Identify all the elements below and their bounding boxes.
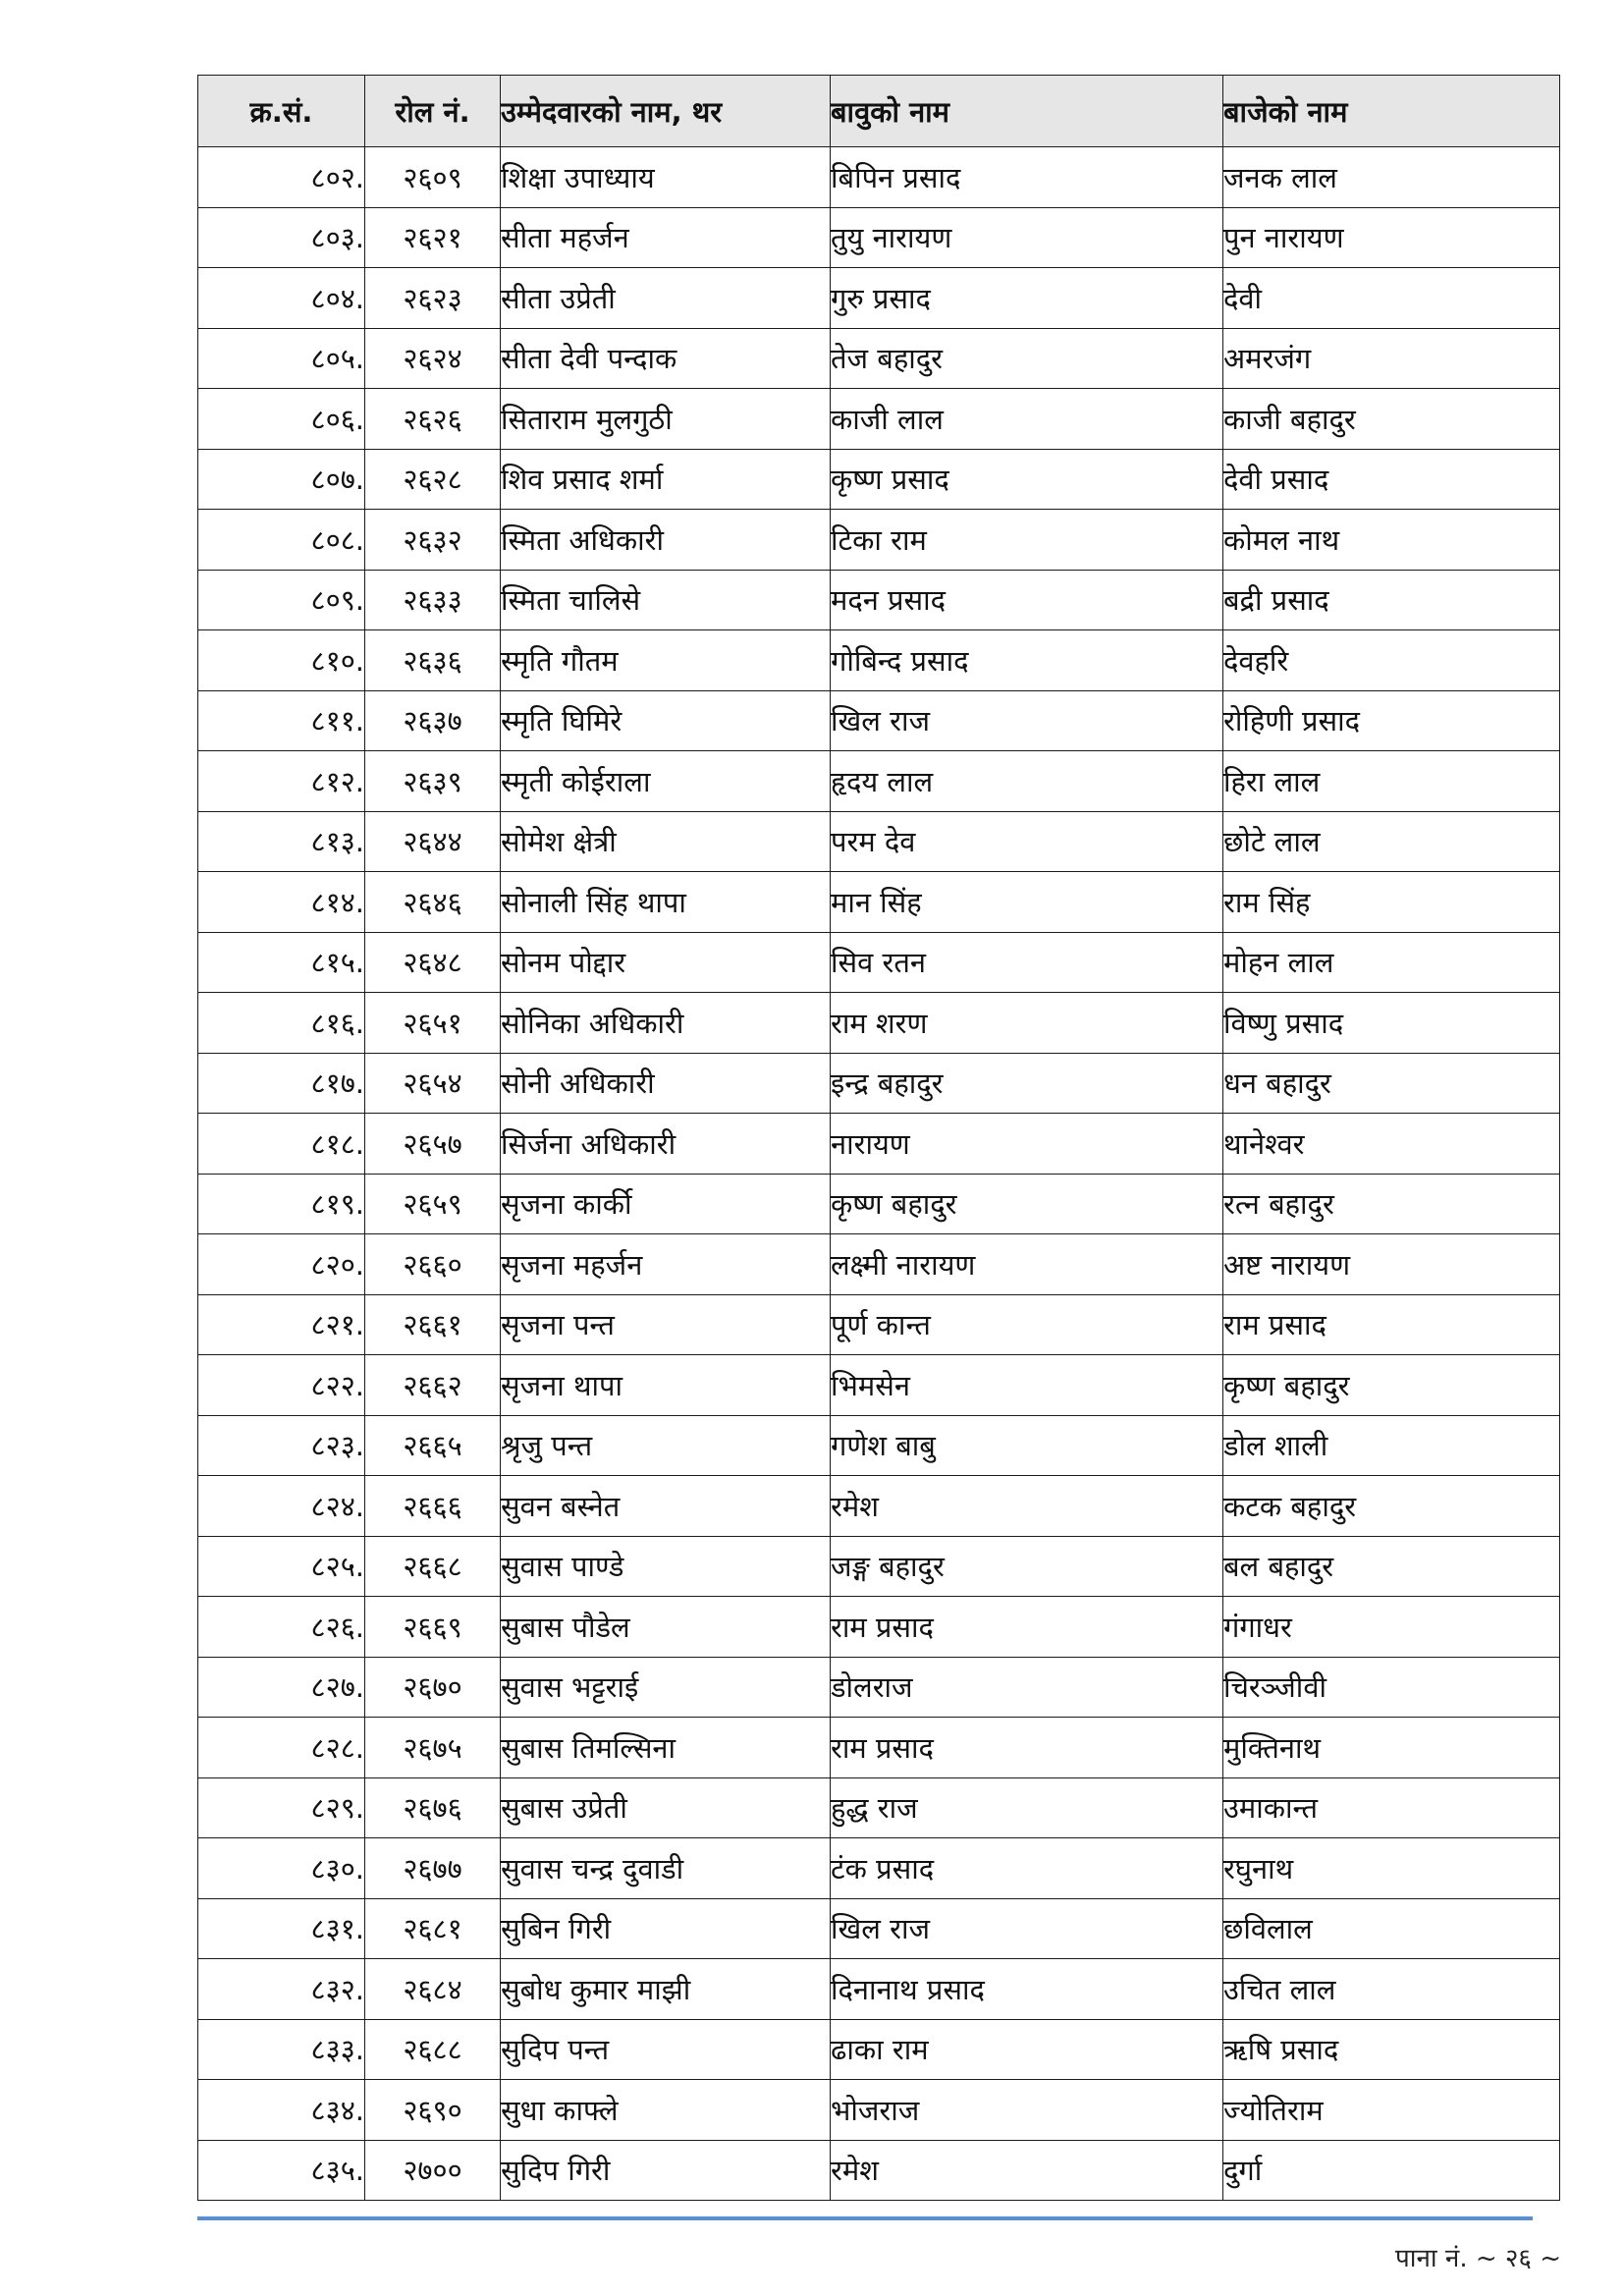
candidate-name-cell: सीता उप्रेती — [501, 268, 831, 329]
roll-cell: २६३३ — [365, 570, 501, 630]
table-row — [198, 1415, 1560, 1476]
candidate-name-cell: सोनाली सिंह थापा — [501, 872, 831, 933]
candidate-name-cell: स्मिता अधिकारी — [501, 510, 831, 571]
roll-cell: २६५९ — [365, 1174, 501, 1234]
candidate-name-cell: सृजना थापा — [501, 1355, 831, 1416]
table-row — [198, 449, 1560, 510]
grandfather-name-cell: हिरा लाल — [1223, 751, 1560, 812]
grandfather-name-cell: थानेश्वर — [1223, 1114, 1560, 1175]
father-name-cell: रमेश — [831, 2140, 1223, 2201]
father-name-cell: गुरु प्रसाद — [831, 268, 1223, 329]
candidate-name-cell: सोनिका अधिकारी — [501, 993, 831, 1054]
grandfather-name-cell: रघुनाथ — [1223, 1838, 1560, 1899]
table-row — [198, 690, 1560, 751]
table-row — [198, 1234, 1560, 1295]
grandfather-name-cell: ऋषि प्रसाद — [1223, 2019, 1560, 2080]
table-row — [198, 1174, 1560, 1234]
serial-cell: ८१२. — [198, 751, 365, 812]
father-name-cell: टंक प्रसाद — [831, 1838, 1223, 1899]
grandfather-name-cell: मुक्तिनाथ — [1223, 1718, 1560, 1778]
grandfather-name-cell: दुर्गा — [1223, 2140, 1560, 2201]
candidate-name-cell: सुधा काफ्ले — [501, 2080, 831, 2141]
candidate-name-cell: सुबिन गिरी — [501, 1898, 831, 1959]
table-row — [198, 1959, 1560, 2020]
father-name-cell: सिव रतन — [831, 932, 1223, 993]
header-candidate-name: उम्मेदवारको नाम, थर — [501, 76, 831, 147]
table-row — [198, 751, 1560, 812]
table-row — [198, 1294, 1560, 1355]
father-name-cell: मान सिंह — [831, 872, 1223, 933]
serial-cell: ८०३. — [198, 207, 365, 268]
grandfather-name-cell: मोहन लाल — [1223, 932, 1560, 993]
father-name-cell: खिल राज — [831, 690, 1223, 751]
candidate-name-cell: सुवास पाण्डे — [501, 1536, 831, 1597]
grandfather-name-cell: डोल शाली — [1223, 1415, 1560, 1476]
serial-cell: ८३१. — [198, 1898, 365, 1959]
candidate-name-cell: शिक्षा उपाध्याय — [501, 147, 831, 208]
candidate-name-cell: स्मृति गौतम — [501, 630, 831, 691]
roll-cell: २६६० — [365, 1234, 501, 1295]
candidate-name-cell: सुबोध कुमार माझी — [501, 1959, 831, 2020]
candidate-name-cell: सीता महर्जन — [501, 207, 831, 268]
candidate-name-cell: सुवास भट्टराई — [501, 1657, 831, 1718]
candidate-name-cell: सुबास पौडेल — [501, 1597, 831, 1658]
roll-cell: २६२४ — [365, 328, 501, 389]
serial-cell: ८१०. — [198, 630, 365, 691]
table-row — [198, 1898, 1560, 1959]
grandfather-name-cell: राम सिंह — [1223, 872, 1560, 933]
grandfather-name-cell: अमरजंग — [1223, 328, 1560, 389]
serial-cell: ८२१. — [198, 1294, 365, 1355]
roll-cell: २६६१ — [365, 1294, 501, 1355]
serial-cell: ८२०. — [198, 1234, 365, 1295]
father-name-cell: तुयु नारायण — [831, 207, 1223, 268]
father-name-cell: कृष्ण बहादुर — [831, 1174, 1223, 1234]
father-name-cell: डोलराज — [831, 1657, 1223, 1718]
serial-cell: ८३४. — [198, 2080, 365, 2141]
serial-cell: ८३५. — [198, 2140, 365, 2201]
candidate-name-cell: सोनम पोद्दार — [501, 932, 831, 993]
serial-cell: ८०९. — [198, 570, 365, 630]
candidate-name-cell: सीता देवी पन्दाक — [501, 328, 831, 389]
table-body — [198, 147, 1560, 2201]
roll-cell: २६४६ — [365, 872, 501, 933]
table-row — [198, 570, 1560, 630]
serial-cell: ८१७. — [198, 1053, 365, 1114]
serial-cell: ८१३. — [198, 811, 365, 872]
serial-cell: ८०७. — [198, 449, 365, 510]
father-name-cell: काजी लाल — [831, 389, 1223, 450]
grandfather-name-cell: रत्न बहादुर — [1223, 1174, 1560, 1234]
serial-cell: ८३०. — [198, 1838, 365, 1899]
father-name-cell: राम प्रसाद — [831, 1718, 1223, 1778]
grandfather-name-cell: कृष्ण बहादुर — [1223, 1355, 1560, 1416]
serial-cell: ८११. — [198, 690, 365, 751]
roll-cell: २६३६ — [365, 630, 501, 691]
roll-cell: २६४४ — [365, 811, 501, 872]
father-name-cell: गणेश बाबु — [831, 1415, 1223, 1476]
roll-cell: २६३७ — [365, 690, 501, 751]
table-row — [198, 932, 1560, 993]
serial-cell: ८१४. — [198, 872, 365, 933]
candidate-name-cell: सोनी अधिकारी — [501, 1053, 831, 1114]
candidate-name-cell: सिर्जना अधिकारी — [501, 1114, 831, 1175]
roll-cell: २६५१ — [365, 993, 501, 1054]
father-name-cell: परम देव — [831, 811, 1223, 872]
candidate-name-cell: सुबास तिमल्सिना — [501, 1718, 831, 1778]
grandfather-name-cell: छोटे लाल — [1223, 811, 1560, 872]
father-name-cell: नारायण — [831, 1114, 1223, 1175]
roll-cell: २६४८ — [365, 932, 501, 993]
roll-cell: २६९० — [365, 2080, 501, 2141]
table-row — [198, 1355, 1560, 1416]
roll-cell: २६६९ — [365, 1597, 501, 1658]
father-name-cell: बिपिन प्रसाद — [831, 147, 1223, 208]
table-row — [198, 811, 1560, 872]
table-row — [198, 2019, 1560, 2080]
father-name-cell: हृदय लाल — [831, 751, 1223, 812]
grandfather-name-cell: काजी बहादुर — [1223, 389, 1560, 450]
grandfather-name-cell: पुन नारायण — [1223, 207, 1560, 268]
grandfather-name-cell: गंगाधर — [1223, 1597, 1560, 1658]
serial-cell: ८२५. — [198, 1536, 365, 1597]
roll-cell: २६७५ — [365, 1718, 501, 1778]
grandfather-name-cell: अष्ट नारायण — [1223, 1234, 1560, 1295]
table-row — [198, 1476, 1560, 1537]
father-name-cell: पूर्ण कान्त — [831, 1294, 1223, 1355]
father-name-cell: राम प्रसाद — [831, 1597, 1223, 1658]
serial-cell: ८२६. — [198, 1597, 365, 1658]
serial-cell: ८१६. — [198, 993, 365, 1054]
grandfather-name-cell: जनक लाल — [1223, 147, 1560, 208]
serial-cell: ८१८. — [198, 1114, 365, 1175]
candidate-name-cell: स्मिता चालिसे — [501, 570, 831, 630]
header-serial: क्र.सं. — [198, 76, 365, 147]
grandfather-name-cell: रोहिणी प्रसाद — [1223, 690, 1560, 751]
grandfather-name-cell: विष्णु प्रसाद — [1223, 993, 1560, 1054]
table-row — [198, 147, 1560, 208]
grandfather-name-cell: ज्योतिराम — [1223, 2080, 1560, 2141]
table-row — [198, 2140, 1560, 2201]
candidate-name-cell: सृजना पन्त — [501, 1294, 831, 1355]
candidate-name-cell: सृजना कार्की — [501, 1174, 831, 1234]
roll-cell: २६५४ — [365, 1053, 501, 1114]
table-row — [198, 510, 1560, 571]
candidate-name-cell: स्मृती कोईराला — [501, 751, 831, 812]
roll-cell: २६६८ — [365, 1536, 501, 1597]
table-row — [198, 993, 1560, 1054]
father-name-cell: ढाका राम — [831, 2019, 1223, 2080]
roll-cell: २६३२ — [365, 510, 501, 571]
candidate-name-cell: सिताराम मुलगुठी — [501, 389, 831, 450]
roll-cell: २६७७ — [365, 1838, 501, 1899]
serial-cell: ८२३. — [198, 1415, 365, 1476]
table-row — [198, 1718, 1560, 1778]
roll-cell: २६०९ — [365, 147, 501, 208]
table-row — [198, 207, 1560, 268]
serial-cell: ८३३. — [198, 2019, 365, 2080]
grandfather-name-cell: देवी — [1223, 268, 1560, 329]
roll-cell: २६६५ — [365, 1415, 501, 1476]
serial-cell: ८२७. — [198, 1657, 365, 1718]
grandfather-name-cell: राम प्रसाद — [1223, 1294, 1560, 1355]
father-name-cell: भिमसेन — [831, 1355, 1223, 1416]
father-name-cell: रमेश — [831, 1476, 1223, 1537]
table-row — [198, 872, 1560, 933]
father-name-cell: इन्द्र बहादुर — [831, 1053, 1223, 1114]
table-row — [198, 1838, 1560, 1899]
footer-rule — [197, 2216, 1533, 2220]
serial-cell: ८३२. — [198, 1959, 365, 2020]
table-row — [198, 1657, 1560, 1718]
candidate-name-cell: सुदिप गिरी — [501, 2140, 831, 2201]
father-name-cell: कृष्ण प्रसाद — [831, 449, 1223, 510]
serial-cell: ८०२. — [198, 147, 365, 208]
serial-cell: ८२९. — [198, 1777, 365, 1838]
grandfather-name-cell: छविलाल — [1223, 1898, 1560, 1959]
father-name-cell: जङ्ग बहादुर — [831, 1536, 1223, 1597]
candidate-name-cell: सृजना महर्जन — [501, 1234, 831, 1295]
table-row — [198, 630, 1560, 691]
serial-cell: ८२८. — [198, 1718, 365, 1778]
results-table — [197, 75, 1560, 2201]
grandfather-name-cell: बल बहादुर — [1223, 1536, 1560, 1597]
candidate-name-cell: सुदिप पन्त — [501, 2019, 831, 2080]
serial-cell: ८१९. — [198, 1174, 365, 1234]
roll-cell: २६८८ — [365, 2019, 501, 2080]
candidate-name-cell: स्मृति घिमिरे — [501, 690, 831, 751]
header-grandfather-name: बाजेको नाम — [1223, 76, 1560, 147]
serial-cell: ८१५. — [198, 932, 365, 993]
father-name-cell: दिनानाथ प्रसाद — [831, 1959, 1223, 2020]
candidate-name-cell: सोमेश क्षेत्री — [501, 811, 831, 872]
roll-cell: २६५७ — [365, 1114, 501, 1175]
roll-cell: २६७० — [365, 1657, 501, 1718]
serial-cell: ८०५. — [198, 328, 365, 389]
roll-cell: २६२३ — [365, 268, 501, 329]
serial-cell: ८०४. — [198, 268, 365, 329]
father-name-cell: लक्ष्मी नारायण — [831, 1234, 1223, 1295]
roll-cell: २६८१ — [365, 1898, 501, 1959]
grandfather-name-cell: कोमल नाथ — [1223, 510, 1560, 571]
grandfather-name-cell: देवी प्रसाद — [1223, 449, 1560, 510]
roll-cell: २६६२ — [365, 1355, 501, 1416]
candidate-name-cell: सुबास उप्रेती — [501, 1777, 831, 1838]
header-father-name: बावुको नाम — [831, 76, 1223, 147]
father-name-cell: तेज बहादुर — [831, 328, 1223, 389]
father-name-cell: टिका राम — [831, 510, 1223, 571]
serial-cell: ८२४. — [198, 1476, 365, 1537]
table-header-row — [198, 76, 1560, 147]
table-row — [198, 1536, 1560, 1597]
father-name-cell: खिल राज — [831, 1898, 1223, 1959]
father-name-cell: भोजराज — [831, 2080, 1223, 2141]
grandfather-name-cell: कटक बहादुर — [1223, 1476, 1560, 1537]
table-row — [198, 1114, 1560, 1175]
table-row — [198, 1597, 1560, 1658]
grandfather-name-cell: धन बहादुर — [1223, 1053, 1560, 1114]
grandfather-name-cell: देवहरि — [1223, 630, 1560, 691]
serial-cell: ८२२. — [198, 1355, 365, 1416]
father-name-cell: गोबिन्द प्रसाद — [831, 630, 1223, 691]
table-row — [198, 2080, 1560, 2141]
candidate-name-cell: सुवास चन्द्र दुवाडी — [501, 1838, 831, 1899]
table-row — [198, 389, 1560, 450]
candidate-name-cell: शिव प्रसाद शर्मा — [501, 449, 831, 510]
grandfather-name-cell: चिरञ्जीवी — [1223, 1657, 1560, 1718]
page-number: पाना नं. ~ २६ ~ — [1394, 2244, 1561, 2273]
roll-cell: २६२८ — [365, 449, 501, 510]
grandfather-name-cell: उमाकान्त — [1223, 1777, 1560, 1838]
roll-cell: २६६६ — [365, 1476, 501, 1537]
roll-cell: २६३९ — [365, 751, 501, 812]
header-roll: रोल नं. — [365, 76, 501, 147]
candidate-name-cell: श्रृजु पन्त — [501, 1415, 831, 1476]
father-name-cell: मदन प्रसाद — [831, 570, 1223, 630]
roll-cell: २६२६ — [365, 389, 501, 450]
table-row — [198, 328, 1560, 389]
grandfather-name-cell: बद्री प्रसाद — [1223, 570, 1560, 630]
roll-cell: २६७६ — [365, 1777, 501, 1838]
roll-cell: २६८४ — [365, 1959, 501, 2020]
roll-cell: २७०० — [365, 2140, 501, 2201]
father-name-cell: राम शरण — [831, 993, 1223, 1054]
serial-cell: ८०८. — [198, 510, 365, 571]
roll-cell: २६२१ — [365, 207, 501, 268]
candidate-name-cell: सुवन बस्नेत — [501, 1476, 831, 1537]
table-row — [198, 1053, 1560, 1114]
table-row — [198, 268, 1560, 329]
serial-cell: ८०६. — [198, 389, 365, 450]
table-row — [198, 1777, 1560, 1838]
father-name-cell: हुद्ध राज — [831, 1777, 1223, 1838]
grandfather-name-cell: उचित लाल — [1223, 1959, 1560, 2020]
